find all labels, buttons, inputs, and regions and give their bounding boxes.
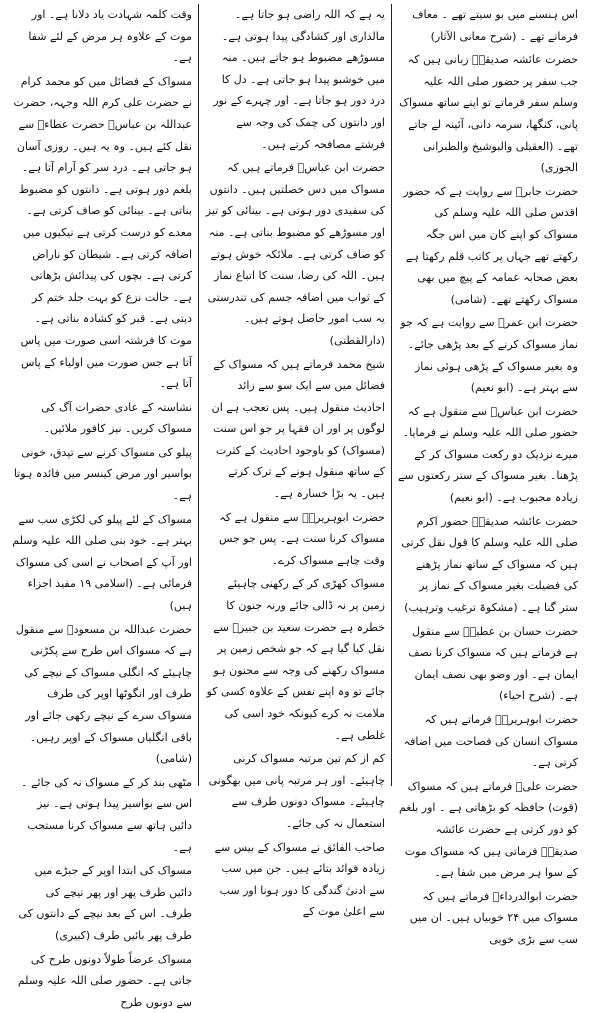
column-paragraph: پیلو کی مسواک کرنے سے تپدق، خونی بواسیر اور مرض کینسر میں فائدہ ہوتا ہے۔ [13, 445, 192, 503]
column-paragraph: مسواک کے فضائل میں کو محمد کرام نے حضرت علی کرم اللہ وجہہ، حضرت عبداللہ بن عباسؓ حضرت عطاءؒ سے نقل کئے ہیں۔ وہ یہ ہیں۔ روزی آسان ہو جاتی ہے۔ درد سر کو آرام آتا ہے۔ بلغم دور ہوتی ہے۔ دانتوں کو مضبوط بناتی ہے۔ بینائی کو صاف کرتی ہے۔ معدے کو درست کرتی ہے نیکیوں میں اضافہ کرتی ہے۔ شیطان کو ناراض کرتی ہے۔ بچوں کی پیدائش بڑھاتی ہے۔ حالت نزع کو بہت جلد ختم کر دیتی ہے۔ قبر کو کشادہ بناتی ہے۔ موت کا فرشتہ اسی صورت میں پاس آتا ہے جس صورت میں اولیاء کے پاس آتا ہے۔ [13, 74, 192, 391]
text-column-middle [199, 4, 392, 919]
column-paragraph: حضرت عائشہ صدیقہؓ زبانی ہیں کہ جب سفر پر حضور صلی اللہ علیہ وسلم سفر فرماتے تو اپنے ساتھ مسواک پانی، کنگھا، سرمہ دانی، آئینہ لے جاتے تھے۔ (العقیلی والبوشیخ والطبرانی الجوزی) [399, 53, 578, 175]
column-paragraph: حضرت عائشہ صدیقہؓ حضور اکرم صلی اللہ علیہ وسلم کا قول نقل کرتی ہیں کہ مسواک کے ساتھ نماز پڑھنے کی فضیلت بغیر مسواک کے نماز پر ستر گنا ہے۔ (مشکوۃ ترغیب وترہیب) [401, 514, 578, 615]
column-paragraph: مسواک کھڑی کر کے رکھنی چاہیئے زمین پر نہ ڈالی جائے ورنہ جنون کا خطرہ ہے حضرت سعید بن جبیرؓ سے نقل کیا گیا ہے کہ جو شخص زمین پر مسواک رکھنے کی وجہ سے مجنون ہو جائے تو وہ اپنے نفس کے علاوہ کسی کو ملامت نہ کرے کیونکہ خود اسی کی غلطی ہے۔ [206, 577, 385, 742]
column-paragraph: حضرت ابوہریرہؓ فرماتے ہیں کہ مسواک انسان کی فصاحت میں اضافہ کرتی ہے۔ [403, 713, 578, 770]
column-paragraph: صاحب الفائق نے مسواک کے بیس سے زیادہ فوائد بتائے ہیں۔ جن میں سب سے ادنیٰ گندگی کا دور ہونا اور سب سے اعلیٰ موت کے [214, 840, 385, 919]
column-paragraph: حضرت علیؓ فرماتے ہیں کہ مسواک (قوت) حافظہ کو بڑھاتی ہے ۔ اور بلغم کو دور کرتی ہے حضرت عائشہ صدیقہؓ فرماتی ہیں کہ مسواک موت کے سوا ہر مرض میں شفا ہے۔ [398, 779, 578, 880]
text-column-left [6, 4, 199, 1009]
column-paragraph: شیخ محمد فرماتے ہیں کہ مسواک کے فضائل میں سے ایک سو سے زائد احادیث منقول ہیں۔ پس تعجب ہے ان لوگوں پر اور ان فقہا پر جو اس سنت (مسواک) کو باوجود احادیث کے کثرت کے ساتھ منقول ہونے کے ترک کرتے ہیں۔ یہ بڑا خسارہ ہے۔ [211, 357, 385, 501]
column-paragraph: وقت کلمہ شہادت یاد دلانا ہے۔ اور موت کے علاوہ ہر مرض کے لئے شفا ہے۔ [28, 8, 192, 65]
column-paragraph: یہ ہے کہ اللہ راضی ہو جاتا ہے۔ مالداری اور کشادگی پیدا ہوتی ہے۔ مسوڑھے مضبوط ہو جاتے ہیں۔ منہ میں خوشبو پیدا ہو جاتی ہے۔ دل کا درد دور ہو جاتا ہے۔ اور چہرے کے نور اور دانتوں کی چمک کی وجہ سے فرشتے مصافحہ کرتے ہیں۔ [213, 8, 385, 151]
column-paragraph: حضرت ابوالدرداءؓ فرماتے ہیں کہ مسواک میں ۲۴ خوبیاں ہیں۔ ان میں سب سے بڑی خوبی [409, 889, 578, 946]
column-paragraph: کم از کم تین مرتبہ مسواک کرنی چاہیئے۔ اور ہر مرتبہ پانی میں بھگونی چاہیئے۔ مسواک دونوں طرف سے استعمال نہ کی جائے۔ [208, 752, 385, 830]
column-paragraph: مسواک عرضاً طولاً دونوں طرح کی جاتی ہے۔ حضور صلی اللہ علیہ وسلم سے دونوں طرح [17, 952, 192, 1009]
column-paragraph: حضرت جابرؓ سے روایت ہے کہ حضور اقدس صلی اللہ علیہ وسلم کی مسواک کو اپنے کان میں اس جگہ رکھتے تھے جہاں پر کاتب قلم رکھتا ہے بعض صحابہ عمامہ کے پیچ میں بھی مسواک رکھتے تھے۔ (شامی) [403, 184, 578, 306]
column-paragraph: حضرت عبداللہ بن مسعودؓ سے منقول ہے کہ مسواک اس طرح سے پکڑنی چاہیئے کہ انگلی مسواک کے نیچے کی طرف اور انگوٹھا اوپر کی طرف مسواک سرے کے نیچے رکھی جائے اور باقی انگلیاں مسواک کے اوپر رہیں۔ (شامی) [15, 622, 192, 766]
column-paragraph: مسواک کے لئے پیلو کی لکڑی سب سے بہتر ہے۔ خود بنی صلی اللہ علیہ وسلم اور آپ کے اصحاب نے اسی کی مسواک فرمائی ہے۔ (اسلامی ۱۹ مفید اجزاء ہیں) [12, 512, 192, 613]
column-paragraph: حضرت حسان بن عطیہؓ سے منقول ہے فرماتے ہیں کہ مسواک کرنا نصف ایمان ہے۔ اور وضو بھی نصف ایمان ہے۔ (شرح احیاء) [408, 624, 578, 703]
column-paragraph: مٹھی بند کر کے مسواک نہ کی جائے ۔ اس سے بواسیر پیدا ہوتی ہے۔ نیز دائیں ہاتھ سے مسواک کرنا مستحب ہے۔ [21, 775, 192, 854]
column-paragraph: حضرت ابوہریرہؓ سے منقول ہے کہ مسواک کرنا سنت ہے۔ پس جو جس وقت چاہے مسواک کرے۔ [218, 510, 385, 567]
column-paragraph: حضرت ابن عباسؓ فرماتے ہیں کہ مسواک میں دس خصلتیں ہیں۔ دانتوں کی سفیدی دور ہوتی ہے۔ بینائی کو تیز اور مسوڑھے کو مضبوط بناتی ہے۔ منہ کو صاف کرتی ہے۔ ملائکہ خوش ہوتے ہیں۔ اللہ کی رضا، سنت کا اتباع نماز کے ثواب میں اضافہ جسم کی تندرستی یہ سب امور حاصل ہوتے ہیں۔ (دارالقطنی) [205, 161, 385, 347]
column-paragraph: مسواک کی ابتدا اوپر کے جبڑے میں دائیں طرف پھر اور پھر نیچے کی طرف۔ اس کے بعد نیچے کے دانتوں کی طرف پھر بائیں طرف (کبیری) [18, 864, 192, 942]
column-paragraph: حضرت ابن عمرؓ سے روایت ہے کہ جو نماز مسواک کرنے کے بعد پڑھی جائے۔ وہ بغیر مسواک کے پڑھی ہوئی نماز سے بہتر ہے۔ (ابو نعیم) [400, 316, 578, 395]
text-column-right [392, 4, 584, 946]
column-container [6, 4, 584, 1009]
column-paragraph: اس ہنسنے میں بو سیتے تھے ۔ معاف فرماتے تھے ۔ (شرح معانی الآثار) [412, 8, 578, 43]
column-paragraph: حضرت ابن عباسؓ سے منقول ہے کہ حضور صلی اللہ علیہ وسلم نے فرمایا۔ میرے نزدیک دو رکعت مسواک کر کے پڑھنا۔ بغیر مسواک کے ستر رکعتوں سے زیادہ محبوب ہے۔ (ابو نعیم) [398, 404, 578, 505]
column-paragraph: نشاستہ کے عادی حضرات آگ کی مسواک کریں۔ نیز کافور ملائیں۔ [41, 400, 192, 436]
